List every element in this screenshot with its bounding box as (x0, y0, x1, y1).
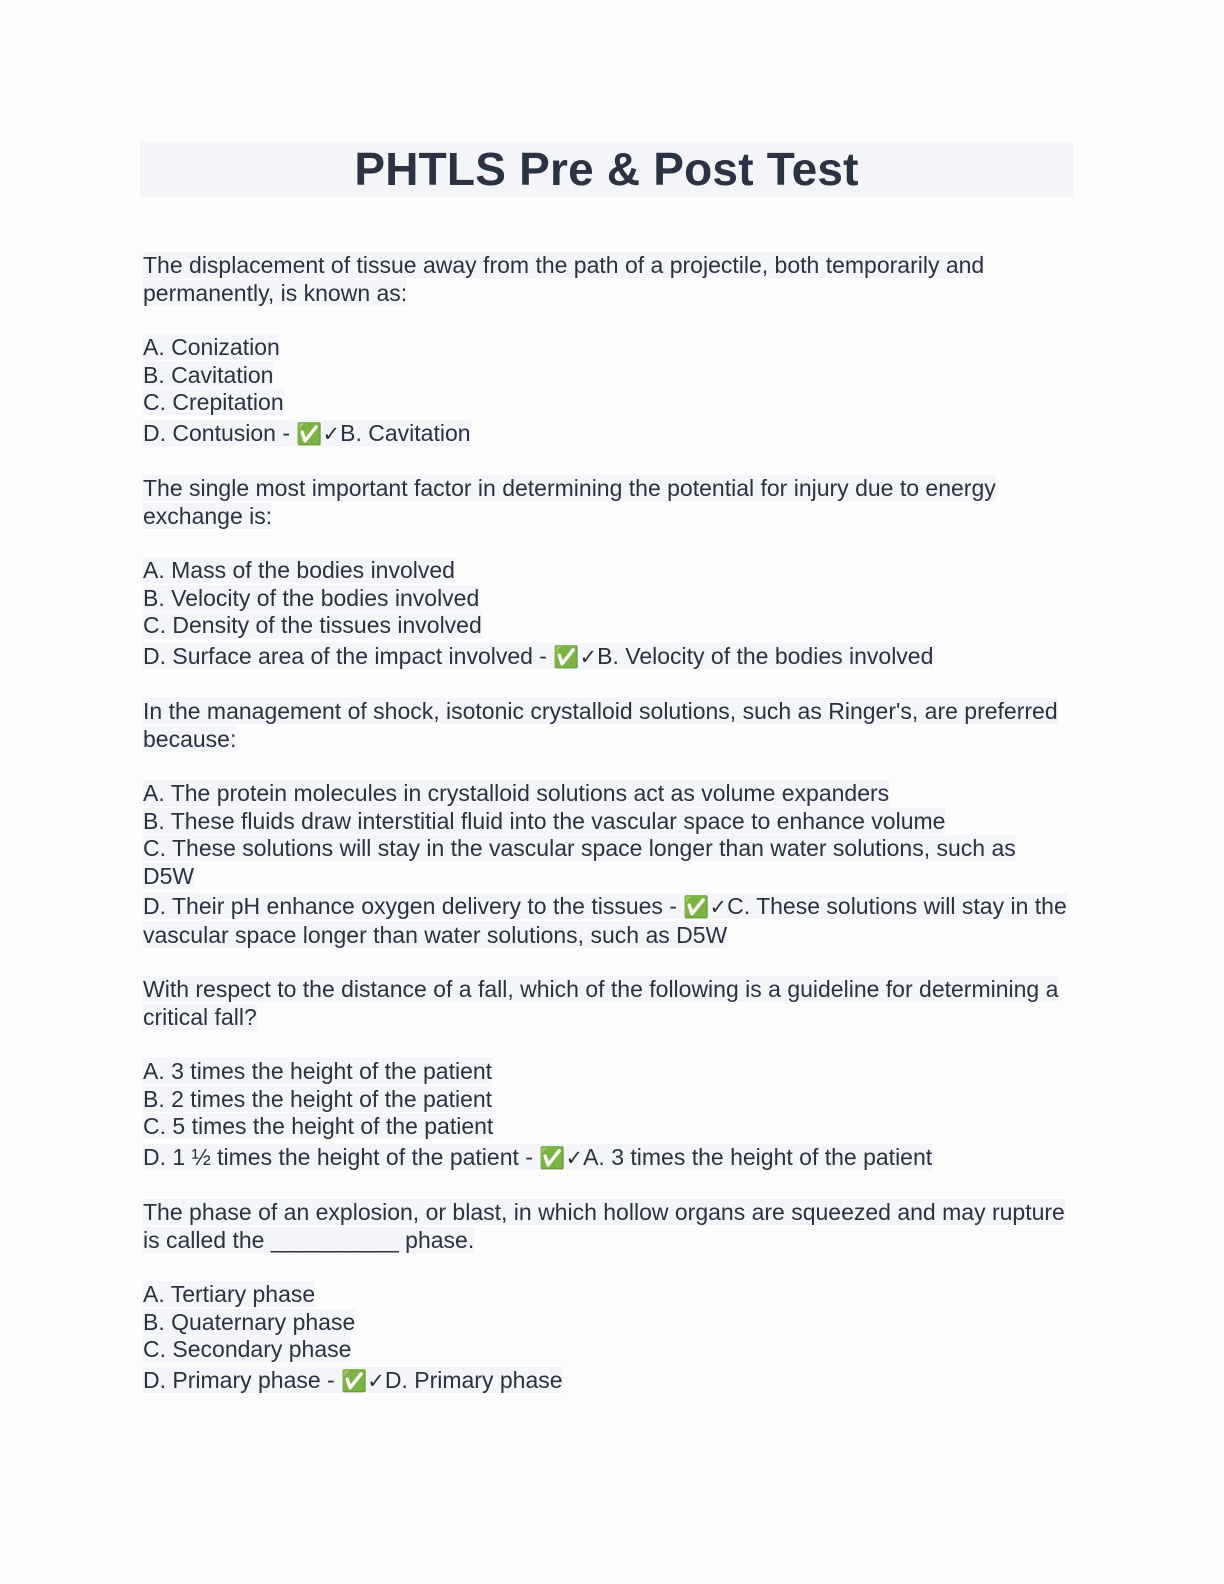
option-item: B. Velocity of the bodies involved (143, 584, 480, 611)
option-text: D. Their pH enhance oxygen delivery to the tissues - (143, 893, 684, 919)
option-item: B. Cavitation (143, 361, 274, 388)
checkmark-icon: ✅✓ (341, 1368, 385, 1393)
correct-answer: D. Primary phase (384, 1366, 563, 1393)
option-item-with-answer (143, 420, 1073, 449)
question-stem: The single most important factor in determining the potential for injury due to energy exchange is: (143, 475, 996, 529)
checkmark-icon: ✅✓ (539, 1145, 584, 1170)
option-item: C. Secondary phase (143, 1336, 352, 1362)
option-item-with-answer (143, 1144, 1073, 1173)
option-item: B. These fluids draw interstitial fluid into the vascular space to enhance volume (143, 807, 946, 834)
option-item: B. 2 times the height of the patient (143, 1085, 493, 1112)
question-stem: In the management of shock, isotonic crystalloid solutions, such as Ringer's, are preferred because: (143, 698, 1058, 752)
option-text: D. Primary phase - (143, 1366, 342, 1393)
question-stem: The displacement of tissue away from the path of a projectile, both temporarily and permanently, is known as: (143, 252, 985, 306)
document-title: PHTLS Pre & Post Test (354, 143, 859, 195)
option-item: C. Crepitation (143, 389, 284, 415)
question-block (140, 252, 1073, 448)
option-item-with-answer (143, 643, 1073, 672)
document-page (140, 142, 1073, 1422)
option-text: D. Surface area of the impact involved - (143, 642, 554, 669)
option-item: C. Density of the tissues involved (143, 612, 482, 638)
checkmark-icon: ✅✓ (553, 644, 598, 669)
option-item: C. 5 times the height of the patient (143, 1113, 494, 1139)
answer-options (140, 1281, 1073, 1395)
correct-answer: A. 3 times the height of the patient (583, 1143, 933, 1170)
question-block (140, 475, 1073, 671)
option-item: B. Quaternary phase (143, 1308, 356, 1335)
option-item: A. Tertiary phase (143, 1281, 316, 1307)
option-item-with-answer (143, 1367, 1073, 1396)
answer-options (140, 334, 1073, 448)
option-text: D. 1 ½ times the height of the patient - (143, 1143, 540, 1170)
answer-options (140, 780, 1073, 949)
correct-answer: C. These solutions will stay in the vascular space longer than water solutions, such as D5W (143, 893, 1067, 948)
checkmark-icon: ✅✓ (683, 895, 728, 919)
question-stem: The phase of an explosion, or blast, in which hollow organs are squeezed and may rupture is called the __________ phase. (143, 1199, 1065, 1253)
option-item: A. Conization (143, 334, 280, 360)
question-list (140, 252, 1073, 1395)
question-block (140, 1199, 1073, 1395)
option-item-with-answer (143, 893, 1073, 949)
option-text: D. Contusion - (143, 419, 297, 446)
answer-options (140, 1058, 1073, 1172)
question-block (140, 976, 1073, 1172)
question-stem: With respect to the distance of a fall, which of the following is a guideline for determining a critical fall? (143, 976, 1059, 1030)
option-item: C. These solutions will stay in the vascular space longer than water solutions, such as D5W (143, 835, 1016, 889)
option-item: A. 3 times the height of the patient (143, 1058, 493, 1084)
option-item: A. Mass of the bodies involved (143, 557, 455, 583)
answer-options (140, 557, 1073, 671)
correct-answer: B. Cavitation (340, 419, 471, 446)
correct-answer: B. Velocity of the bodies involved (597, 642, 934, 669)
title-bar (140, 142, 1073, 197)
question-block (140, 698, 1073, 949)
option-item: A. The protein molecules in crystalloid solutions act as volume expanders (143, 780, 890, 806)
checkmark-icon: ✅✓ (296, 421, 341, 446)
